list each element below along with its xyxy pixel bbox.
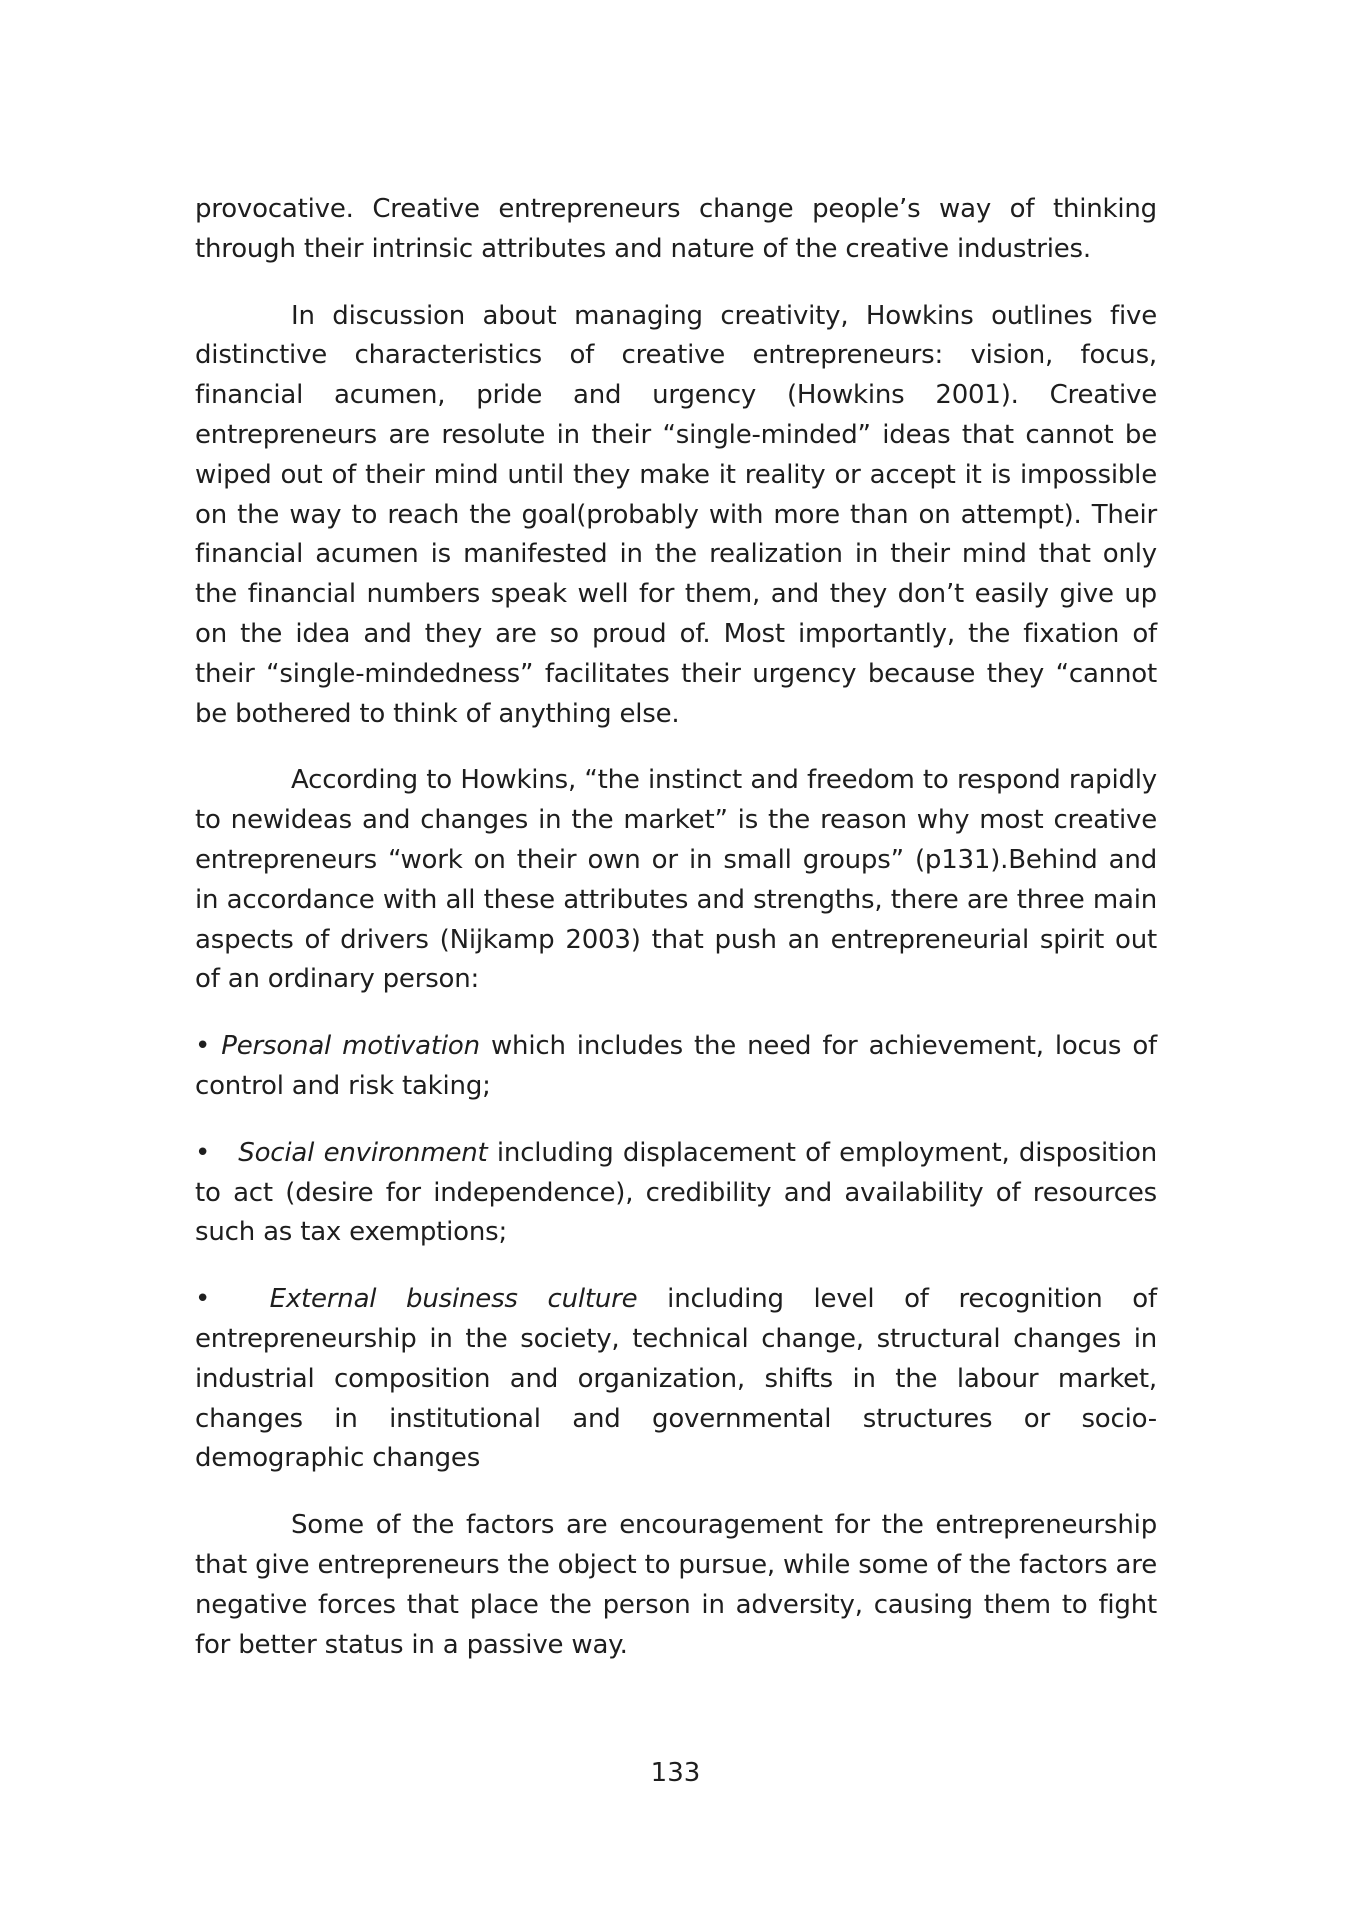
- bullet-text: including displacement of employment, disposition to act (desire for independence), credibility and availability of resources such as tax exemptions;: [195, 1137, 1157, 1248]
- bullet-term: External business culture: [269, 1284, 638, 1315]
- paragraph-provocative: provocative. Creative entrepreneurs change people’s way of thinking through their intrinsic attributes and nature of the creative industries.: [195, 194, 1157, 264]
- bullet-external-business-culture: [195, 1280, 1157, 1479]
- bullet-personal-motivation: [195, 1027, 1157, 1107]
- paragraph-factors: Some of the factors are encouragement for the entrepreneurship that give entrepreneurs the object to pursue, while some of the factors are negative forces that place the person in adversity, causing them to fight for better status in a passive way.: [195, 1510, 1157, 1660]
- paragraph-according-to-howkins: According to Howkins, “the instinct and freedom to respond rapidly to newideas and changes in the market” is the reason why most creative entrepreneurs “work on their own or in small groups” (p131).Behind and in accordance with all these attributes and strengths, there are three main aspects of drivers (Nijkamp 2003) that push an entrepreneurial spirit out of an ordinary person:: [195, 765, 1157, 995]
- bullet-text: which includes the need for achievement, locus of control and risk taking;: [195, 1031, 1157, 1101]
- page-number: 133: [650, 1758, 701, 1788]
- bullet-term: Personal motivation: [221, 1031, 480, 1062]
- page-body: [195, 190, 1157, 1692]
- bullet-social-environment: [195, 1134, 1157, 1253]
- bullet-marker: •: [195, 1137, 211, 1168]
- paragraph-managing-creativity: In discussion about managing creativity, Howkins outlines five distinctive characteristics of creative entrepreneurs: vision, focus, financial acumen, pride and urgency (Howkins 2001). Creative entrepreneurs are resolute in their “single-minded” ideas that cannot be wiped out of their mind until they make it reality or accept it is impossible on the way to reach the goal(probably with more than on attempt). Their financial acumen is manifested in the realization in their mind that only the financial numbers speak well for them, and they don’t easily give up on the idea and they are so proud of. Most importantly, the fixation of their “single-mindedness” facilitates their urgency because they “cannot be bothered to think of anything else.: [195, 300, 1157, 729]
- bullet-term: Social environment: [238, 1137, 488, 1168]
- bullet-marker: •: [195, 1031, 211, 1062]
- bullet-text: including level of recognition of entrepreneurship in the society, technical change, structural changes in industrial composition and organization, shifts in the labour market, changes in institutional and governmental structures or socio-demographic changes: [195, 1284, 1157, 1474]
- bullet-marker: •: [195, 1284, 211, 1315]
